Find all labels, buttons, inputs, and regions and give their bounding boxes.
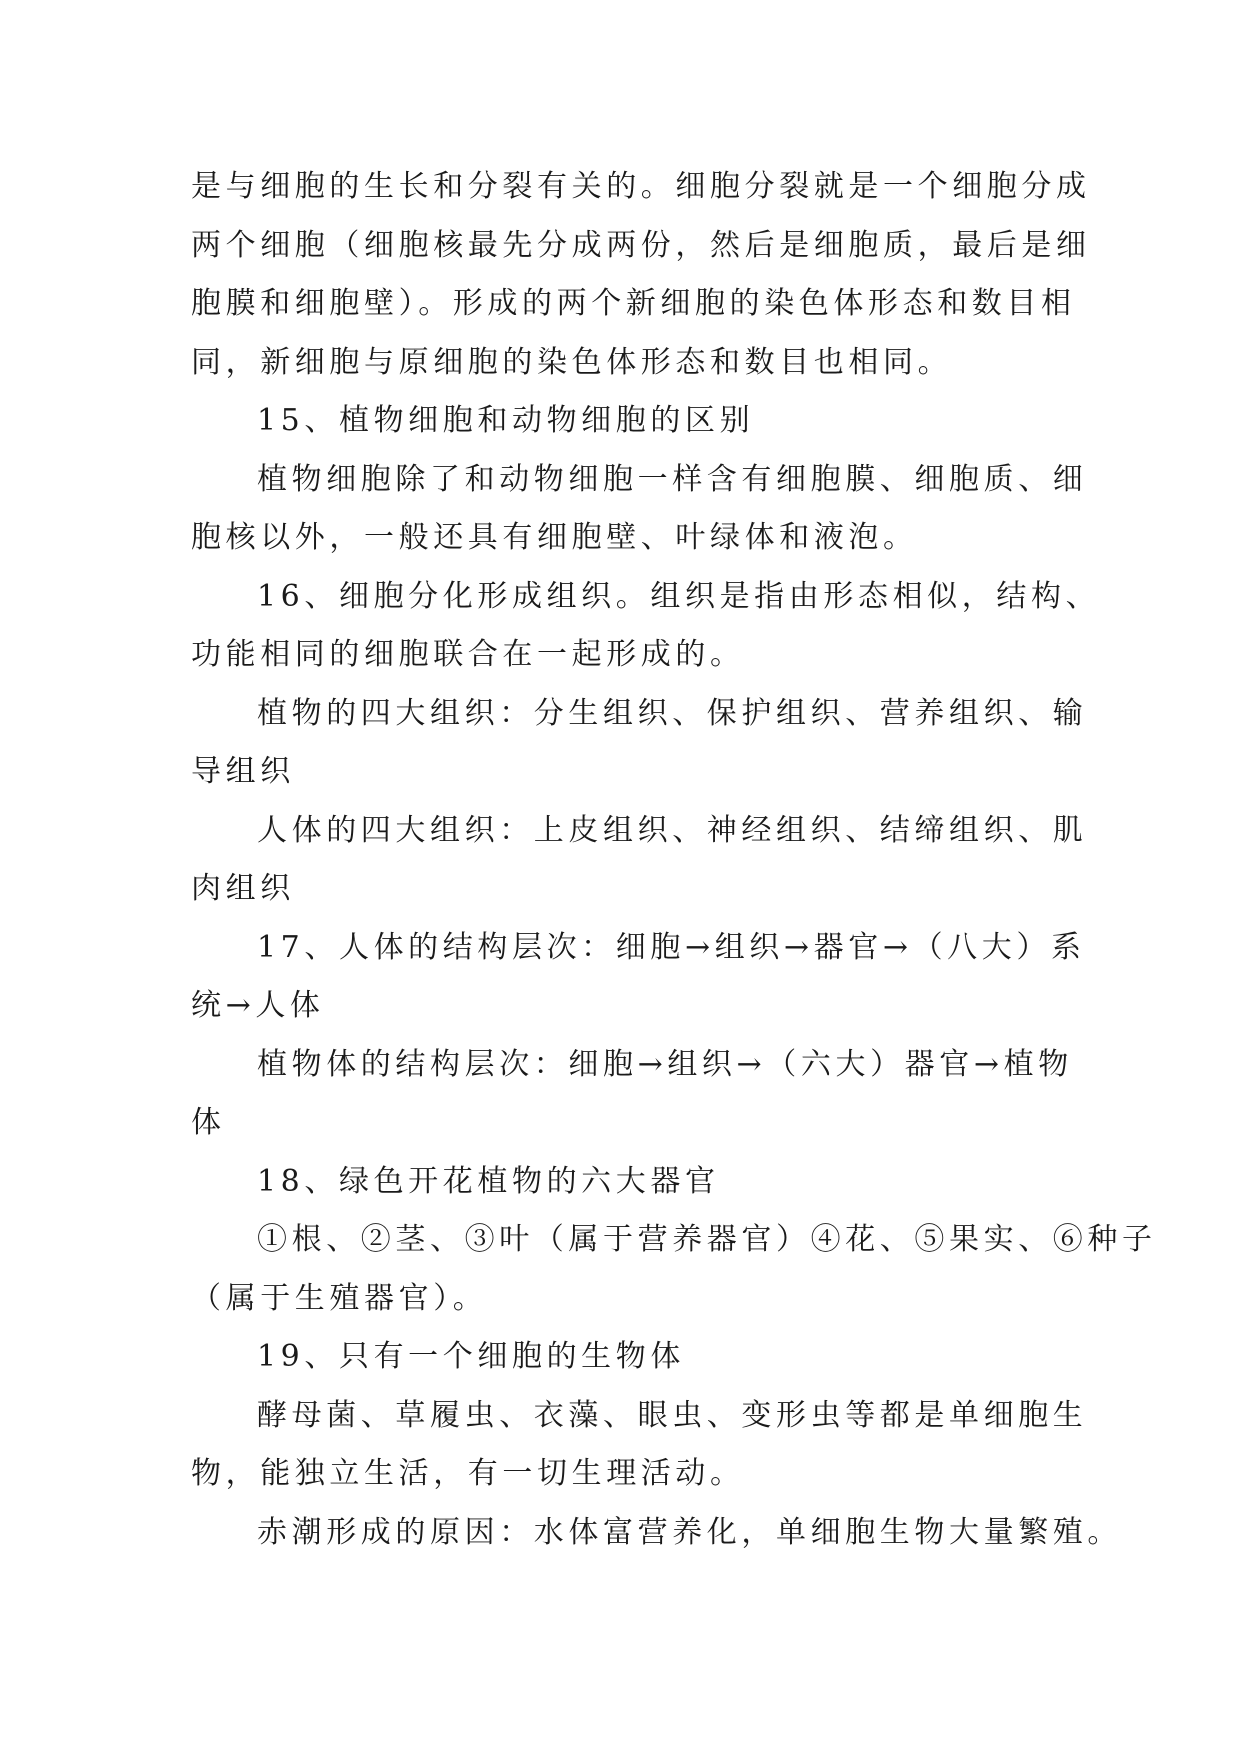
text-line: 功能相同的细胞联合在一起形成的。 [191,637,745,672]
section-heading-17: 17、人体的结构层次：细胞→组织→器官→（八大）系 [257,929,1086,965]
text-line: 酵母菌、草履虫、衣藻、眼虫、变形虫等都是单细胞生 [257,1397,1088,1433]
text-line: 导组织 [191,754,295,789]
text-line: 赤潮形成的原因：水体富营养化，单细胞生物大量繁殖。 [257,1514,1122,1550]
text-line: 同，新细胞与原细胞的染色体形态和数目也相同。 [191,344,953,380]
text-line: 植物细胞除了和动物细胞一样含有细胞膜、细胞质、细 [257,461,1088,497]
text-line: 体 [191,1105,226,1140]
section-heading-15: 15、植物细胞和动物细胞的区别 [257,403,755,438]
section-heading-18: 18、绿色开花植物的六大器官 [257,1163,720,1199]
text-line: 肉组织 [191,871,295,906]
section-heading-16: 16、细胞分化形成组织。组织是指由形态相似，结构、 [257,578,1101,614]
text-line: 植物体的结构层次：细胞→组织→（六大）器官→植物 [257,1046,1073,1082]
text-line: 两个细胞（细胞核最先分成两份，然后是细胞质，最后是细 [191,227,1091,263]
section-heading-19: 19、只有一个细胞的生物体 [257,1339,685,1374]
text-line: 人体的四大组织：上皮组织、神经组织、结缔组织、肌 [257,812,1088,848]
text-line: 胞核以外，一般还具有细胞壁、叶绿体和液泡。 [191,520,918,555]
text-line: 是与细胞的生长和分裂有关的。细胞分裂就是一个细胞分成 [191,169,1091,204]
text-line: 物，能独立生活，有一切生理活动。 [191,1456,745,1491]
text-line: （属于生殖器官）。 [191,1280,488,1316]
text-line: 胞膜和细胞壁）。形成的两个新细胞的染色体形态和数目相 [191,286,1076,321]
text-line: ①根、②茎、③叶（属于营养器官）④花、⑤果实、⑥种子 [257,1222,1157,1257]
document-body [191,158,1157,1562]
text-line: 植物的四大组织：分生组织、保护组织、营养组织、输 [257,695,1088,731]
text-line: 统→人体 [191,988,325,1023]
